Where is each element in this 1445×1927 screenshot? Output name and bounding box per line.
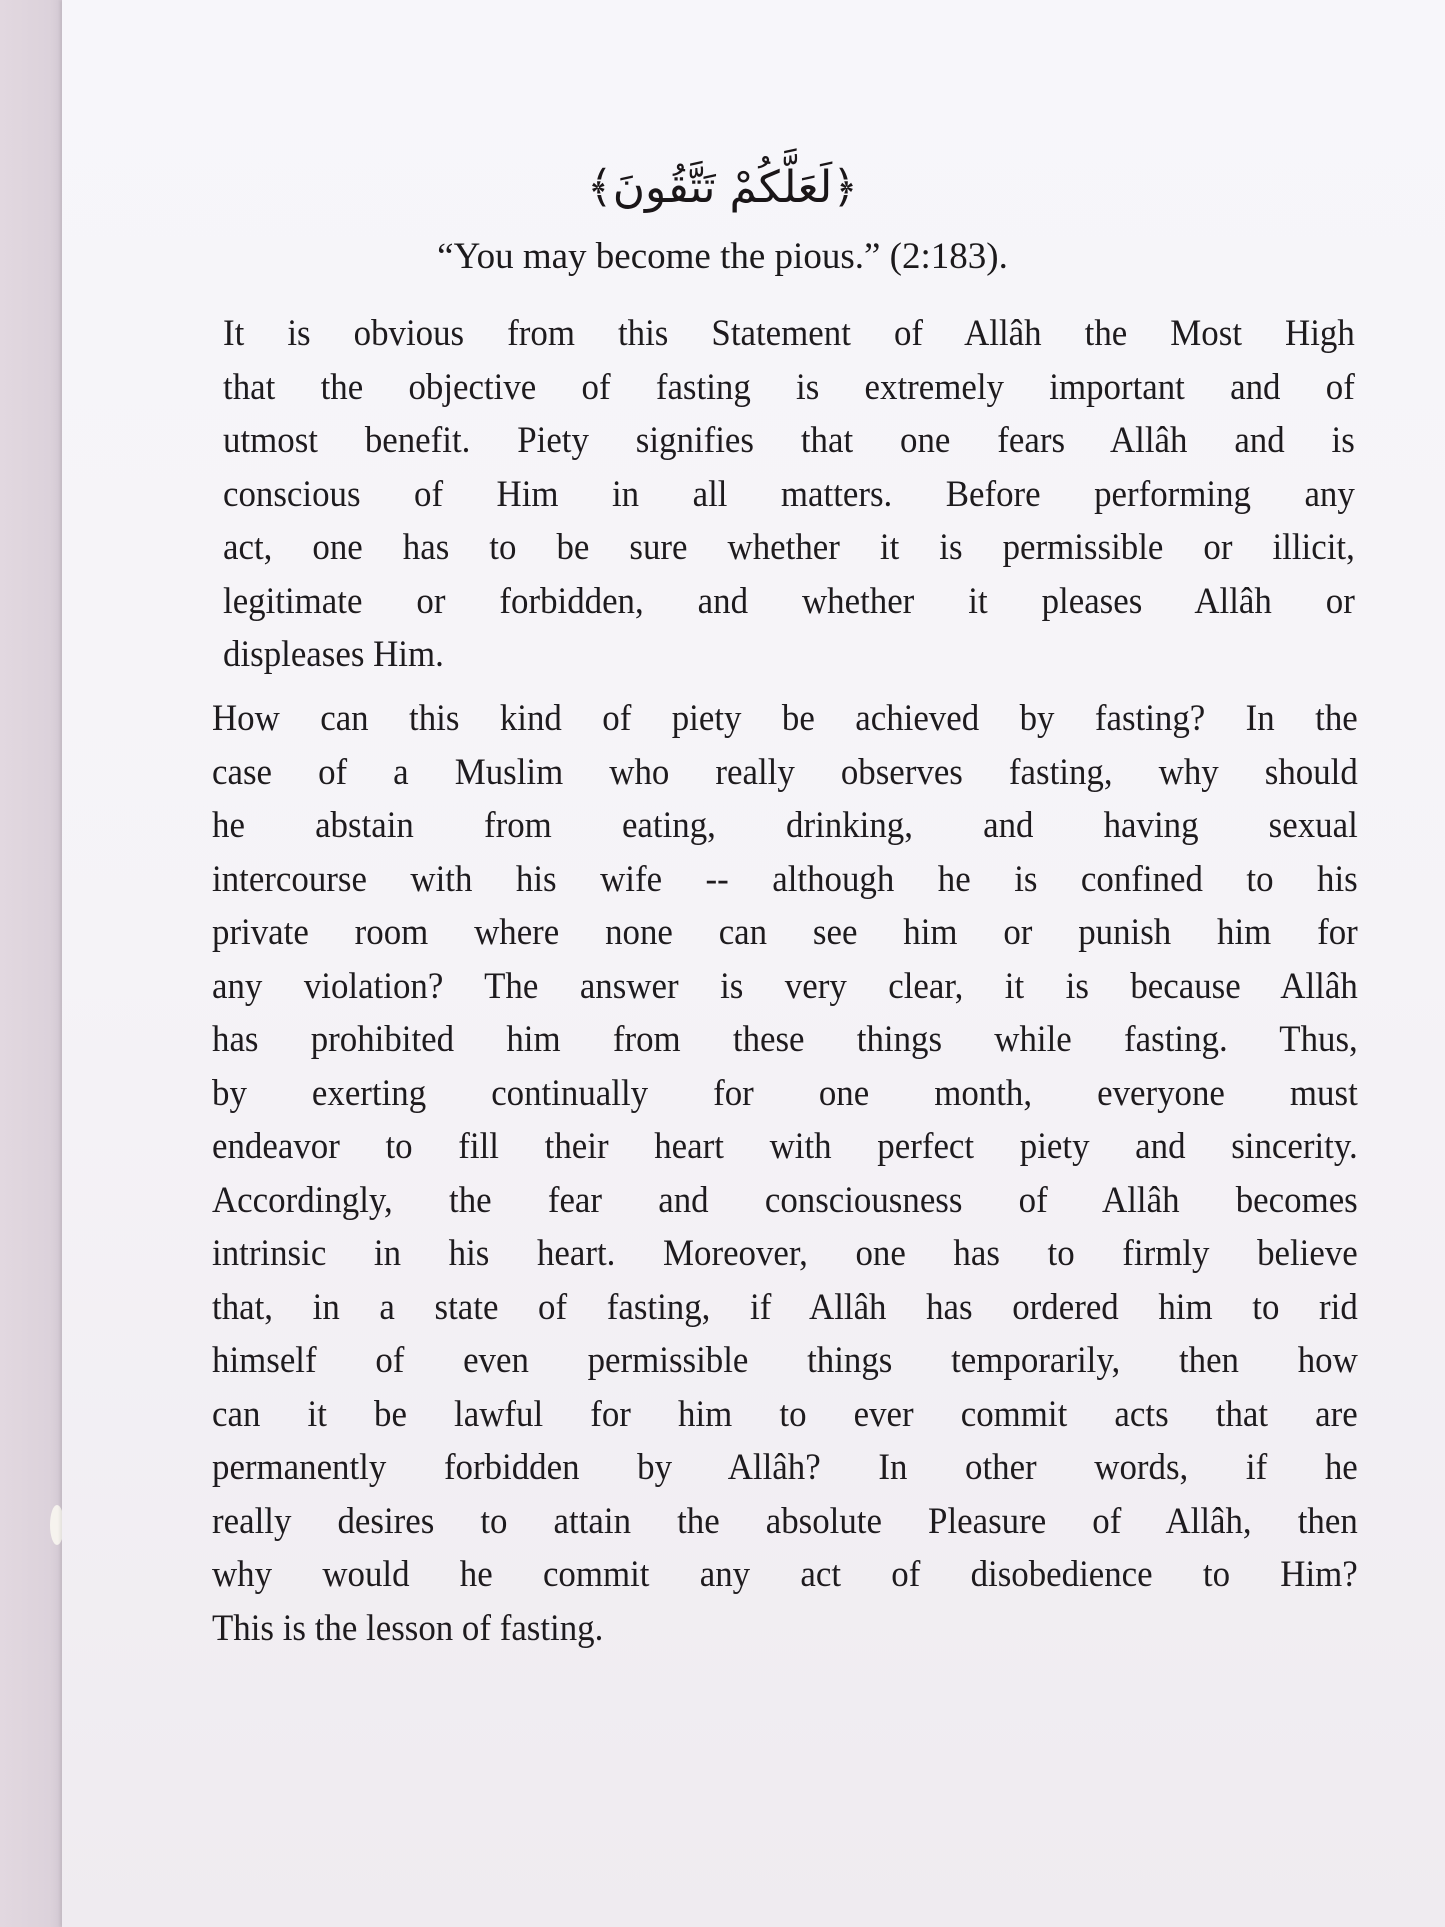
text-line: why would he commit any act of disobedience to Him?	[212, 1554, 1358, 1595]
text-line: permanently forbidden by Allâh? In other words, if he	[212, 1447, 1358, 1488]
text-line: Accordingly, the fear and consciousness of Allâh becomes	[212, 1179, 1358, 1221]
paragraph-1	[223, 307, 1355, 682]
text-line: he abstain from eating, drinking, and having sexual	[212, 805, 1358, 846]
verse-translation: “You may become the pious.” (2:183).	[437, 236, 1008, 277]
text-line: can it be lawful for him to ever commit acts that are	[212, 1393, 1358, 1435]
text-line: endeavor to fill their heart with perfect piety and sincerity.	[212, 1126, 1358, 1167]
book-page-edge	[0, 0, 62, 1927]
text-line: really desires to attain the absolute Pleasure of Allâh, then	[212, 1500, 1358, 1542]
text-line: legitimate or forbidden, and whether it pleases Allâh or	[223, 580, 1355, 622]
text-line: that the objective of fasting is extremely important and of	[223, 366, 1355, 408]
text-line: It is obvious from this Statement of Allâh the Most High	[223, 313, 1355, 354]
text-line: act, one has to be sure whether it is permissible or illicit,	[223, 527, 1355, 568]
text-line: by exerting continually for one month, everyone must	[212, 1072, 1358, 1114]
text-line: has prohibited him from these things while fasting. Thus,	[212, 1019, 1358, 1060]
text-line: intrinsic in his heart. Moreover, one has to firmly believe	[212, 1233, 1358, 1274]
text-line: utmost benefit. Piety signifies that one fears Allâh and is	[223, 420, 1355, 461]
text-line: displeases Him.	[223, 634, 444, 675]
text-line: intercourse with his wife -- although he is confined to his	[212, 858, 1358, 900]
text-line: This is the lesson of fasting.	[212, 1607, 604, 1649]
text-line: How can this kind of piety be achieved by fasting? In the	[212, 698, 1358, 739]
text-line: any violation? The answer is very clear, it is because Allâh	[212, 965, 1358, 1007]
text-line: private room where none can see him or punish him for	[212, 912, 1358, 953]
paragraph-2	[212, 692, 1358, 1655]
quran-verse-arabic: ﴿لَعَلَّكُمْ تَتَّقُونَ﴾	[586, 162, 859, 213]
text-line: himself of even permissible things temporarily, then how	[212, 1340, 1358, 1381]
text-line: conscious of Him in all matters. Before performing any	[223, 473, 1355, 515]
text-line: case of a Muslim who really observes fasting, why should	[212, 751, 1358, 793]
text-line: that, in a state of fasting, if Allâh has ordered him to rid	[212, 1286, 1358, 1328]
